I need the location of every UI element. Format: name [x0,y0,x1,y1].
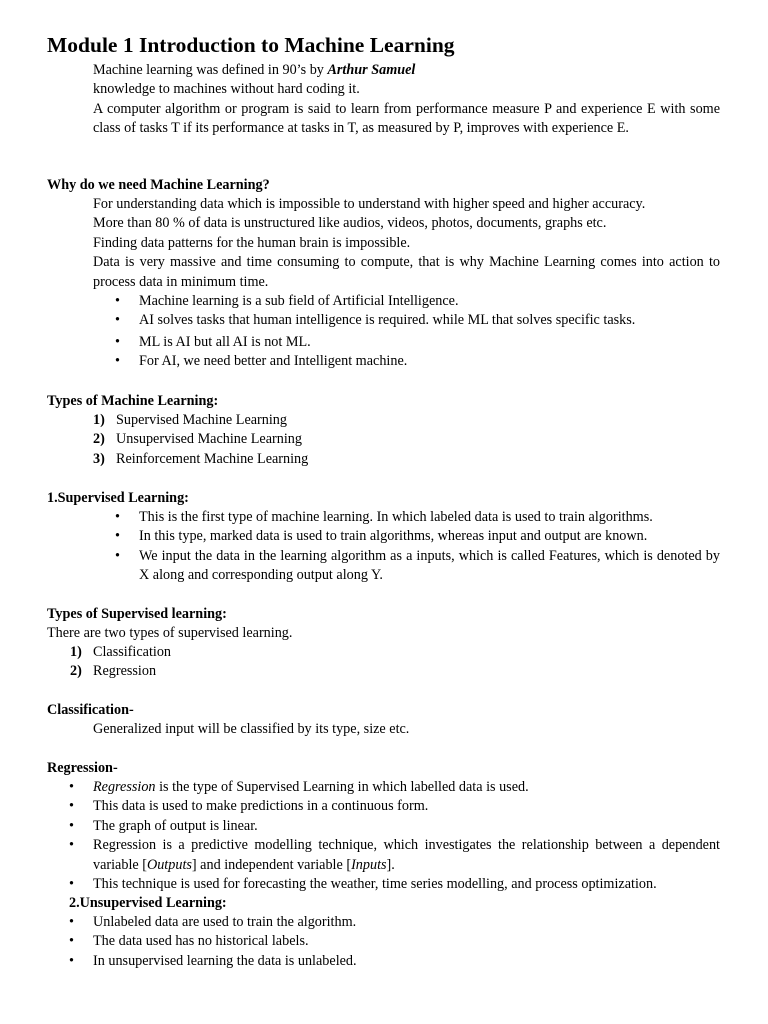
classification-heading-block [47,701,727,720]
bullet-marker: • [115,528,120,545]
bullet-marker: • [69,779,74,795]
bullet-marker: • [115,353,120,370]
list-item: 1) Classification [70,644,172,660]
list-item: 2) Unsupervised Machine Learning [93,431,302,448]
why-line: Data is very massive and time consuming to compute, that is why Machine Learning comes into action to process data in minimum time. [93,254,720,290]
why-heading: Why do we need Machine Learning? [47,177,270,193]
supervised-heading: 1.Supervised Learning: [47,490,189,506]
regression-bullets [47,778,720,894]
list-item: 1) Supervised Machine Learning [93,412,287,428]
list-item: • This data is used to make predictions in a continuous form. [47,797,720,816]
bullet-marker: • [69,914,74,930]
supervised-heading-block [47,489,727,508]
intro-section [93,61,720,139]
list-item: • In unsupervised learning the data is unlabeled. [47,952,720,971]
list-item: • In this type, marked data is used to train algorithms, whereas input and output are known. [93,527,720,546]
intro-line-1 [93,61,720,80]
bullet-marker: • [115,293,120,309]
list-item: • The graph of output is linear. [47,817,720,836]
sup-types-heading: Types of Supervised learning: [47,606,227,622]
classification-heading: Classification- [47,702,134,718]
intro-line-1-prefix: Machine learning was defined in 90’s by [93,62,328,78]
bullet-marker: • [69,933,74,950]
list-item: 3) Reinforcement Machine Learning [93,450,309,467]
list-item: • ML is AI but all AI is not ML. [93,333,720,352]
list-item: • The data used has no historical labels. [47,932,720,951]
why-line: For understanding data which is impossible to understand with higher speed and higher accuracy. [93,196,646,212]
unsupervised-heading-block [69,894,719,913]
why-line: More than 80 % of data is unstructured like audios, videos, photos, documents, graphs etc. [93,215,607,232]
bullet-marker: • [115,509,120,525]
classification-text: Generalized input will be classified by its type, size etc. [93,721,410,737]
intro-line-2: knowledge to machines without hard coding it. [93,81,360,98]
types-heading: Types of Machine Learning: [47,393,219,409]
types-heading-block [47,392,727,411]
regression-heading-block [47,759,727,778]
unsupervised-bullets [47,913,720,971]
why-heading-block [47,176,727,195]
classification-text-block [93,720,720,739]
list-item: • Unlabeled data are used to train the algorithm. [47,913,720,932]
list-item: • This technique is used for forecasting the weather, time series modelling, and process optimization. [47,875,720,894]
unsupervised-heading: 2.Unsupervised Learning: [69,895,227,911]
bullet-marker: • [69,876,74,893]
list-item: • AI solves tasks that human intelligence is required. while ML that solves specific tasks. [93,311,720,330]
list-item: • Regression is a predictive modelling technique, which investigates the relationship between a dependent variable [Outputs] and independent variable [Inputs]. [47,836,720,875]
list-item: • Regression is the type of Supervised Learning in which labelled data is used. [47,778,720,797]
bullet-marker: • [115,333,120,350]
list-item: 2) Regression [70,663,157,680]
page-title: Module 1 Introduction to Machine Learning [47,33,455,57]
types-list [93,411,720,469]
list-item: • Machine learning is a sub field of Artificial Intelligence. [93,292,720,311]
why-line: Finding data patterns for the human brain is impossible. [93,234,411,251]
why-bullets [93,292,720,372]
list-item: • This is the first type of machine learning. In which labeled data is used to train algorithms. [93,508,720,527]
regression-heading: Regression- [47,760,118,776]
bullet-marker: • [115,547,120,564]
intro-definition: A computer algorithm or program is said to learn from performance measure P and experience E with some class of tasks T if its performance at tasks in T, as measured by P, improves with experience E. [93,100,720,137]
bullet-marker: • [69,817,74,834]
author-name: Arthur Samuel [327,62,416,78]
list-item: • We input the data in the learning algorithm as a inputs, which is called Features, which is denoted by X along and corresponding output along Y. [93,547,720,586]
bullet-marker: • [69,952,74,969]
list-item: • For AI, we need better and Intelligent machine. [93,352,720,371]
sup-types-intro: There are two types of supervised learning. [47,625,293,642]
sup-types-list [70,643,720,682]
bullet-marker: • [69,798,74,815]
bullet-marker: • [115,312,120,329]
why-lines [93,195,720,292]
supervised-bullets [93,508,720,586]
sup-types-block [47,605,727,644]
bullet-marker: • [69,837,74,854]
